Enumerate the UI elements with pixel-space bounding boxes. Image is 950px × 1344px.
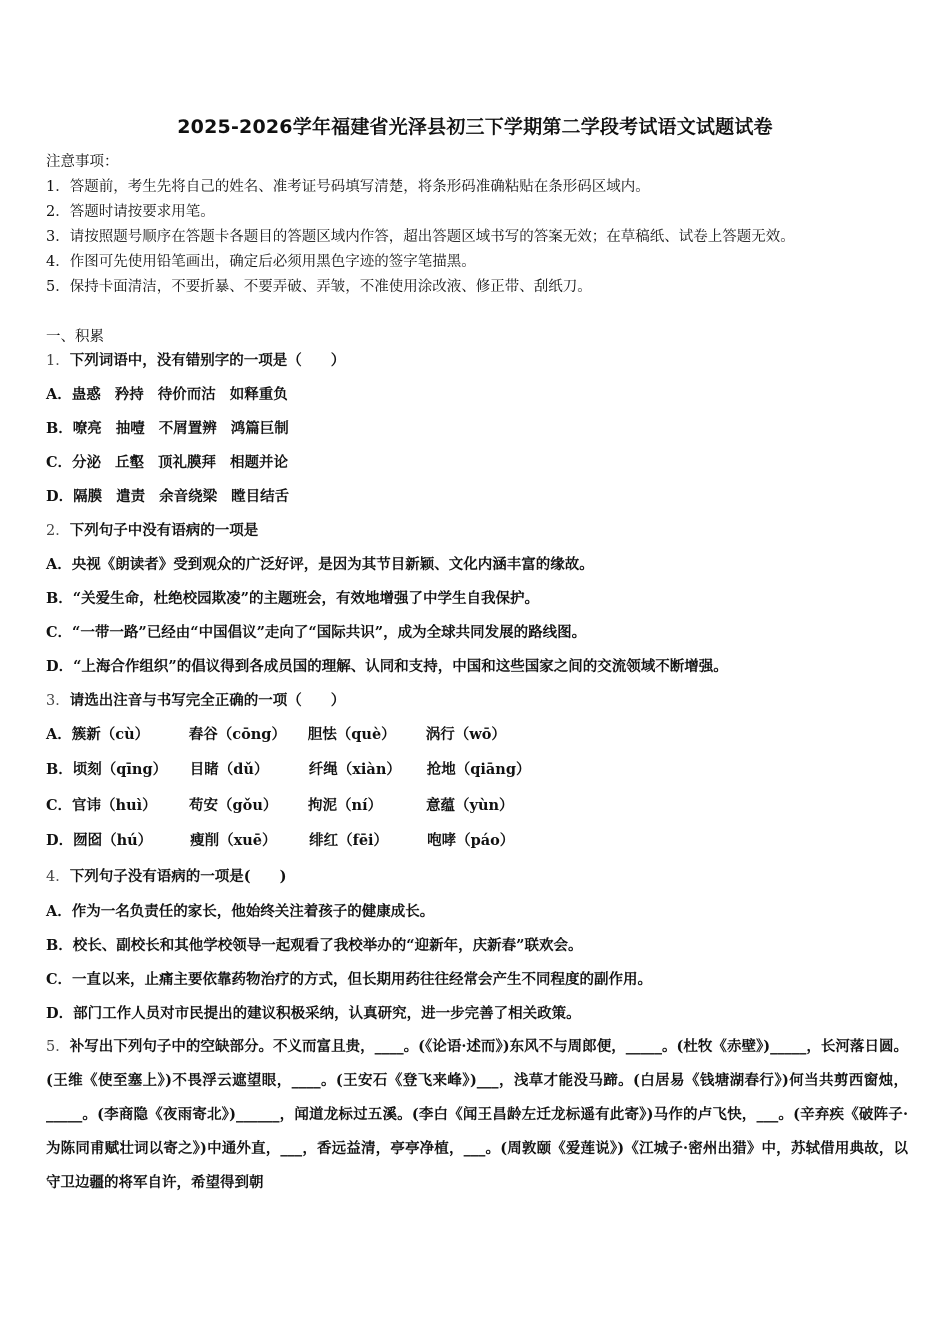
option-word: 待价而沽 [157, 386, 216, 403]
q4-option-a[interactable] [46, 902, 434, 922]
option-word: 瞠目结舌 [231, 488, 290, 505]
pinyin-item: 苟安（gǒu） [189, 797, 278, 814]
q4-option-c[interactable] [46, 970, 652, 990]
pinyin-item: 舂谷（cōng） [188, 726, 286, 743]
q3-option-a[interactable] [46, 725, 506, 745]
notice-item: 3．请按照题号顺序在答题卡各题目的答题区域内作答，超出答题区域书写的答案无效；在草稿纸、试卷上答题无效。 [46, 229, 795, 245]
q2-option-c[interactable] [46, 623, 586, 643]
option-word: 不屑置辨 [158, 420, 217, 437]
option-word: 相题并论 [230, 454, 289, 471]
option-label: D． [46, 658, 74, 675]
pinyin-item: 官讳（huì） [72, 797, 157, 814]
notice-item: 2．答题时请按要求用笔。 [46, 204, 215, 220]
notice-item: 4．作图可先使用铅笔画出，确定后必须用黑色字迹的签字笔描黑。 [46, 254, 476, 270]
notice-heading: 注意事项： [46, 154, 119, 170]
question-number: 5． [46, 1039, 70, 1055]
question-number: 4． [46, 869, 70, 885]
pinyin-item: 囫囵（hú） [73, 832, 153, 849]
option-label: D． [46, 1005, 74, 1022]
option-text: “关爱生命，杜绝校园欺凌”的主题班会，有效地增强了中学生自我保护。 [72, 590, 539, 607]
option-label: C． [46, 624, 73, 641]
pinyin-item: 瘦削（xuē） [190, 832, 277, 849]
q1-option-c[interactable] [46, 453, 288, 473]
question-3-stem [46, 691, 345, 711]
question-text: 补写出下列句子中的空缺部分。不义而富且贵，____。(《论语·述而》)东风不与周郎便，_____。(杜牧《赤壁》)_____，长河落日圆。(王维《使至塞上》)不畏浮云遮望眼，____。(王安石《登飞来峰》)___，浅草才能没马蹄。(白居易《钱塘湖春行》)何当共剪西窗烛，_____。(李商隐《夜雨寄北》)______，闻道龙标过五溪。(李白《闻王昌龄左迁龙标遥有此寄》)马作的卢飞快，___。(辛弃疾《破阵子·为陈同甫赋壮词以寄之》)中通外直，___，香远益清，亭亭净植，___。(周敦颐《爱莲说》)《江城子·密州出猎》中，苏轼借用典故，以守卫边疆的将军自许，希望得到朝 [46, 1038, 908, 1191]
question-text: 下列词语中，没有错别字的一项是（ ） [69, 352, 346, 369]
option-text: “一带一路”已经由“中国倡议”走向了“国际共识”，成为全球共同发展的路线图。 [72, 624, 587, 641]
question-5-body [46, 1030, 908, 1200]
option-label: B． [46, 937, 73, 954]
option-label: A． [46, 726, 72, 743]
option-word: 顶礼膜拜 [158, 454, 217, 471]
option-word: 丘壑 [115, 454, 145, 471]
question-number: 1． [46, 353, 70, 369]
option-label: B． [46, 761, 73, 778]
pinyin-item: 纤绳（xiàn） [308, 761, 401, 778]
notice-item: 1．答题前，考生先将自己的姓名、准考证号码填写清楚，将条形码准确粘贴在条形码区域内。 [46, 179, 650, 195]
exam-title: 2025-2026学年福建省光泽县初三下学期第二学段考试语文试题试卷 [177, 116, 773, 138]
pinyin-item: 咆哮（páo） [427, 832, 515, 849]
option-text: 部门工作人员对市民提出的建议积极采纳，认真研究，进一步完善了相关政策。 [73, 1005, 581, 1022]
option-label: D． [46, 832, 74, 849]
pinyin-item: 涡行（wō） [425, 726, 506, 743]
option-label: D． [46, 488, 74, 505]
q1-option-d[interactable] [46, 487, 289, 507]
pinyin-item: 顷刻（qīng） [72, 761, 168, 778]
pinyin-item: 绯红（fēi） [309, 832, 389, 849]
option-label: B． [46, 590, 73, 607]
option-word: 矜持 [114, 386, 144, 403]
pinyin-item: 目睹（dǔ） [189, 761, 269, 778]
notice-item: 5．保持卡面清洁，不要折暴、不要弄破、弄皱，不准使用涂改液、修正带、刮纸刀。 [46, 279, 592, 295]
pinyin-item: 胆怯（què） [307, 726, 396, 743]
option-label: C． [46, 454, 73, 471]
question-text: 下列句子没有语病的一项是( ) [69, 868, 287, 885]
option-word: 嘹亮 [72, 420, 102, 437]
option-label: A． [46, 903, 72, 920]
q2-option-d[interactable] [46, 657, 728, 677]
option-label: A． [46, 556, 72, 573]
pinyin-item: 抢地（qiāng） [426, 761, 531, 778]
option-text: “上海合作组织”的倡议得到各成员国的理解、认同和支持，中国和这些国家之间的交流领域不断增强。 [73, 658, 728, 675]
q4-option-d[interactable] [46, 1004, 581, 1024]
question-1-stem [46, 351, 345, 371]
option-label: B． [46, 420, 73, 437]
option-word: 鸿篇巨制 [230, 420, 289, 437]
q1-option-b[interactable] [46, 419, 289, 439]
question-number: 2． [46, 523, 70, 539]
q1-option-a[interactable] [46, 385, 288, 405]
option-text: 央视《朗读者》受到观众的广泛好评，是因为其节目新颖、文化内涵丰富的缘故。 [71, 556, 594, 573]
question-number: 3． [46, 693, 70, 709]
pinyin-item: 簇新（cù） [71, 726, 150, 743]
option-word: 遣责 [116, 488, 146, 505]
question-text: 请选出注音与书写完全正确的一项（ ） [69, 692, 346, 709]
q2-option-a[interactable] [46, 555, 594, 575]
option-label: A． [46, 386, 72, 403]
question-text: 下列句子中没有语病的一项是 [69, 522, 259, 539]
option-word: 抽噎 [115, 420, 145, 437]
q3-option-d[interactable] [46, 831, 514, 851]
question-2-stem [46, 521, 258, 541]
option-label: C． [46, 797, 73, 814]
q2-option-b[interactable] [46, 589, 539, 609]
q4-option-b[interactable] [46, 936, 582, 956]
q3-option-b[interactable] [46, 760, 531, 780]
option-word: 分泌 [72, 454, 102, 471]
option-word: 如释重负 [229, 386, 288, 403]
option-word: 余音绕梁 [159, 488, 218, 505]
option-label: C． [46, 971, 73, 988]
pinyin-item: 拘泥（ní） [308, 797, 383, 814]
q3-option-c[interactable] [46, 796, 514, 816]
option-text: 一直以来，止痛主要依靠药物治疗的方式，但长期用药往往经常会产生不同程度的副作用。 [72, 971, 653, 988]
option-text: 作为一名负责任的家长，他始终关注着孩子的健康成长。 [71, 903, 435, 920]
option-word: 蛊惑 [71, 386, 101, 403]
question-4-stem [46, 867, 286, 887]
option-text: 校长、副校长和其他学校领导一起观看了我校举办的“迎新年，庆新春”联欢会。 [72, 937, 583, 954]
section-heading: 一、积累 [46, 329, 104, 345]
option-word: 隔膜 [73, 488, 103, 505]
pinyin-item: 意蕴（yùn） [426, 797, 514, 814]
